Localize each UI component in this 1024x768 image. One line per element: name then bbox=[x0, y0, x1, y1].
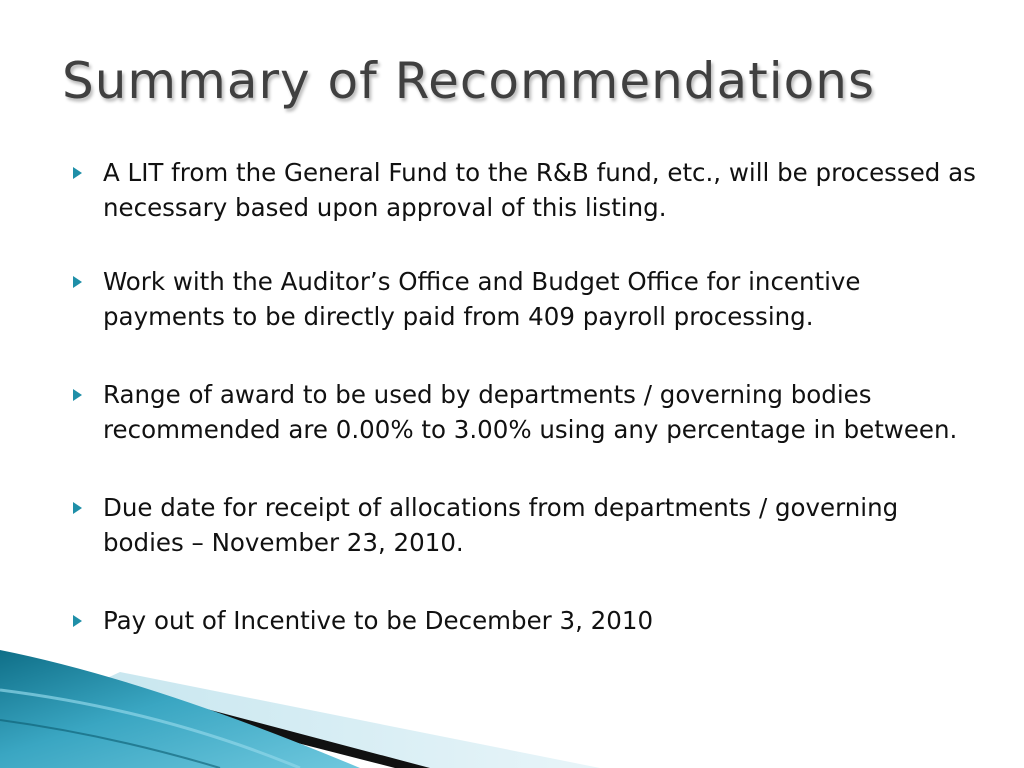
triangle-right-icon bbox=[73, 156, 87, 191]
triangle-right-icon bbox=[73, 604, 87, 639]
triangle-right-icon bbox=[73, 265, 87, 300]
bullet-item bbox=[72, 265, 982, 334]
bullet-item bbox=[72, 491, 982, 560]
triangle-right-icon bbox=[73, 378, 87, 413]
bullet-item bbox=[72, 604, 982, 639]
bullet-text: Due date for receipt of allocations from departments / governing bodies – November 23, 2010. bbox=[103, 493, 899, 557]
bullet-item bbox=[72, 156, 982, 225]
triangle-right-icon bbox=[73, 491, 87, 526]
bullet-text: A LIT from the General Fund to the R&B fund, etc., will be processed as necessary based upon approval of this listing. bbox=[103, 158, 976, 222]
bullet-list bbox=[72, 156, 982, 639]
bullet-text: Range of award to be used by departments / governing bodies recommended are 0.00% to 3.00% using any percentage in between. bbox=[103, 380, 958, 444]
bullet-text: Work with the Auditor’s Office and Budget Office for incentive payments to be directly paid from 409 payroll processing. bbox=[103, 267, 861, 331]
slide-title: Summary of Recommendations bbox=[62, 52, 876, 110]
bullet-text: Pay out of Incentive to be December 3, 2010 bbox=[103, 606, 654, 635]
bullet-item bbox=[72, 378, 982, 447]
